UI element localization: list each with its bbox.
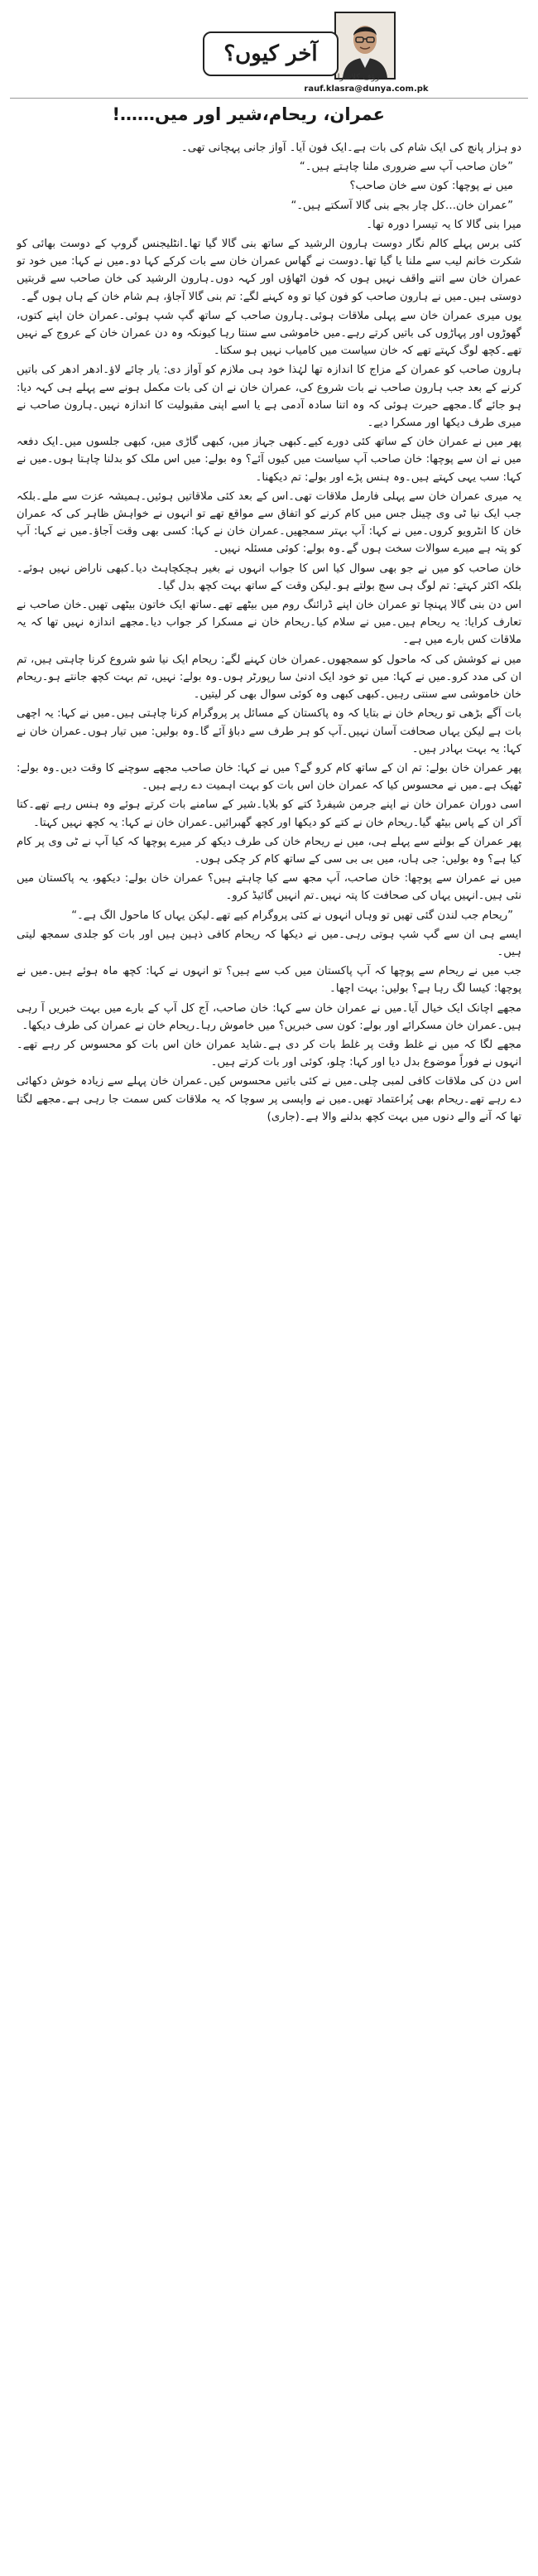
column-title: عمران، ریحام،شیر اور میں……! xyxy=(112,104,385,124)
paragraph-quote: ”ریحام جب لندن گئی تھیں تو وہاں انہوں نے کئی پروگرام کیے تھے۔لیکن یہاں کا ماحول الگ ہے۔“ xyxy=(71,909,513,922)
paragraph: جب میں نے ریحام سے پوچھا کہ آپ پاکستان میں کب سے ہیں؟ تو انہوں نے کہا: کچھ ماہ ہوئے ہیں۔میں نے پوچھا: کیسا لگ رہا ہے؟ بولیں: بہت اچھا۔ xyxy=(17,965,521,996)
paragraph: کئی برس پہلے کالم نگار دوست ہارون الرشید کے ساتھ بنی گالا گیا تھا۔انٹلیجنس گروپ کے دوست بھائی کو شکرت خانم لیب سے ملنا یا گیا تھا۔دوست نے گھاس عمران خان سے بات کرکے کہا دو۔میں نے کہا: میں خود تو عمران خان سے اتنے واقف نہیں ہوں کہ فون اٹھاؤں اور کہہ دوں۔ہارون الرشید کی خان صاحب سے قربتیں دوستی ہیں۔میں نے ہارون صاحب کو فون کیا تو وہ کہنے لگے: تم بنی گالا آجاؤ، ہم شام خان کے ہاں ہوں گے۔ xyxy=(17,238,521,303)
paragraph-quote: میں نے پوچھا: کون سے خان صاحب؟ xyxy=(349,180,513,193)
paragraph: اس دن کی ملاقات کافی لمبی چلی۔میں نے کئی باتیں محسوس کیں۔عمران خان پہلے سے زیادہ خوش دکھائی دے رہے تھے۔ریحام بھی پُراعتماد تھیں۔میں نے واپسی پر سوچا کہ یہ ملاقات کس سمت جا رہی ہے۔مجھے لگتا تھا کہ آنے والے دنوں میں بہت کچھ بدلنے والا ہے۔(جاری) xyxy=(17,1075,521,1123)
article-body xyxy=(17,139,521,2541)
column-brand-logo xyxy=(203,31,339,76)
paragraph: میں نے کوشش کی کہ ماحول کو سمجھوں۔عمران خان کہنے لگے: ریحام ایک نیا شو شروع کرنا چاہتی ہیں، تم ان کی مدد کرو۔میں نے کہا: میں تو خود ایک ادنیٰ سا رپورٹر ہوں۔وہ بولے: نہیں، تم بہت کچھ جانتے ہو۔ریحام خان خاموشی سے سنتی رہیں۔کبھی کبھی وہ کوئی سوال بھی کر لیتیں۔ xyxy=(17,653,521,702)
paragraph: پھر میں نے عمران خان کے ساتھ کئی دورے کیے۔کبھی جہاز میں، کبھی گاڑی میں، کبھی جلسوں میں۔ایک دفعہ میں نے ان سے پوچھا: خان صاحب آپ سیاست میں کیوں آئے؟ وہ بولے: میں اس ملک کو بدلنا چاہتا ہوں۔میں نے کہا: سب یہی کہتے ہیں۔وہ ہنس پڑے اور بولے: تم دیکھنا۔ xyxy=(17,436,521,484)
paragraph: اسی دوران عمران خان نے اپنے جرمن شیفرڈ کتے کو بلایا۔شیر کے سامنے بات کرتے ہوئے وہ ہنس رہے تھے۔کتا آکر ان کے پاس بیٹھ گیا۔ریحام خان نے کتے کو دیکھا اور کچھ گھبرائیں۔عمران خان نے کہا: یہ کچھ نہیں کہتا۔ xyxy=(17,798,521,829)
paragraph: یہ میری عمران خان سے پہلی فارمل ملاقات تھی۔اس کے بعد کئی ملاقاتیں ہوئیں۔ہمیشہ عزت سے ملے۔بلکہ جب ایک نیا ٹی وی چینل جس میں کام کرنے کو اتفاق سے مواقع تھے تو انہوں نے خواہش ظاہر کی کہ عمران خان کا انٹرویو کروں۔میں نے کہا: آپ بہتر سمجھیں۔عمران خان نے کہا: کسی بھی وقت آجاؤ۔میں نے کہا: آپ کو پتہ ہے میرے سوالات سخت ہوں گے۔وہ بولے: کوئی مسئلہ نہیں۔ xyxy=(17,490,521,556)
paragraph: پھر عمران کے بولنے سے پہلے ہی، میں نے ریحام خان کی طرف دیکھ کر میرے پوچھا کہ کیا آپ نے ٹی وی پر کام کیا ہے؟ وہ بولیں: جی ہاں، میں بی بی سی کے ساتھ کام کر چکی ہوں۔ xyxy=(17,835,521,866)
paragraph: میرا بنی گالا کا یہ تیسرا دورہ تھا۔ xyxy=(366,218,521,231)
paragraph: میں نے عمران سے پوچھا: خان صاحب، آپ مجھ سے کیا چاہتے ہیں؟ عمران خان بولے: دیکھو، یہ پاکستان میں نئی ہیں۔انہیں یہاں کی صحافت کا پتہ نہیں۔تم انہیں گائیڈ کرو۔ xyxy=(17,872,521,903)
paragraph: ہارون صاحب کو عمران کے مزاج کا اندازہ تھا لہٰذا خود ہی ملازم کو آواز دی: یار چائے لاؤ۔ادھر ادھر کی باتیں کرنے کے بعد جب ہارون صاحب نے بات شروع کی، عمران خان نے ان کی بات مکمل ہونے سے پہلے ہی کہہ دیا: ہو جائے گا۔مجھے حیرت ہوئی کہ وہ اتنا سادہ آدمی ہے یا اسے اپنی مقبولیت کا اندازہ نہیں۔ہارون صاحب نے میری طرف دیکھا اور مسکرا دیے۔ xyxy=(17,364,521,430)
column-header xyxy=(0,0,538,133)
paragraph: مجھے اچانک ایک خیال آیا۔میں نے عمران خان سے کہا: خان صاحب، آج کل آپ کے بارے میں بہت خبریں آ رہی ہیں۔عمران خان مسکرائے اور بولے: کون سی خبریں؟ میں خاموش رہا۔ریحام خان نے عمران کی طرف دیکھا۔ xyxy=(17,1001,521,1032)
paragraph-quote: ”عمران خان…کل چار بجے بنی گالا آسکتے ہیں۔“ xyxy=(291,199,513,212)
paragraph-quote: ”خان صاحب آپ سے ضروری ملنا چاہتے ہیں۔“ xyxy=(299,161,513,174)
paragraph: دو ہزار پانچ کی ایک شام کی بات ہے۔ایک فون آیا۔ آواز جانی پہچانی تھی۔ xyxy=(180,142,521,154)
paragraph: ایسے ہی ان سے گپ شپ ہوتی رہی۔میں نے دیکھا کہ ریحام کافی ذہین ہیں اور بات کو جلدی سمجھ لیتی ہیں۔ xyxy=(17,928,521,958)
paragraph: پھر عمران خان بولے: تم ان کے ساتھ کام کرو گے؟ میں نے کہا: خان صاحب مجھے سوچنے کا وقت دیں۔وہ بولے: ٹھیک ہے۔میں نے محسوس کیا کہ عمران خان اس بات کو بہت اہمیت دے رہے ہیں۔ xyxy=(17,761,521,793)
column-brand-text: آخر کیوں؟ xyxy=(223,41,318,66)
paragraph: اس دن بنی گالا پہنچا تو عمران خان اپنے ڈرائنگ روم میں بیٹھے تھے۔ساتھ ایک خاتون بیٹھی تھیں۔خان صاحب نے تعارف کرایا: یہ ریحام ہیں۔میں نے سلام کیا۔ریحام خان نے مسکرا کر جواب دیا۔مجھے اندازہ نہیں تھا کہ یہ ملاقات کس بارے میں ہے۔ xyxy=(17,599,521,647)
paragraph: یوں میری عمران خان سے پہلی ملاقات ہوئی۔ہارون صاحب کے ساتھ گپ شپ ہوئی۔عمران خان اپنے کتوں، گھوڑوں اور پہاڑوں کی باتیں کرتے رہے۔میں خاموشی سے سنتا رہا کیونکہ وہ دن عمران خان کے عروج کے نہیں تھے۔کچھ لوگ کہتے تھے کہ خان سیاست میں کامیاب نہیں ہو سکتا۔ xyxy=(17,309,521,358)
paragraph: خان صاحب کو میں نے جو بھی سوال کیا اس کا جواب انہوں نے بغیر ہچکچاہٹ دیا۔کبھی ناراض نہیں ہوئے۔بلکہ اکثر کہتے: تم لوگ ہی سچ بولتے ہو۔لیکن وقت کے ساتھ بہت کچھ بدل گیا۔ xyxy=(17,562,521,592)
author-photo xyxy=(334,12,396,80)
paragraph: مجھے لگا کہ میں نے غلط وقت پر غلط بات کر دی ہے۔شاید عمران خان اس بات کو محسوس کر رہے تھے۔انہوں نے فوراً موضوع بدل دیا اور کہا: چلو، کوئی اور بات کرتے ہیں۔ xyxy=(17,1038,521,1069)
author-email[interactable]: rauf.klasra@dunya.com.pk xyxy=(304,84,429,94)
paragraph: بات آگے بڑھی تو ریحام خان نے بتایا کہ وہ پاکستان کے مسائل پر پروگرام کرنا چاہتی ہیں۔میں نے کہا: یہ اچھی بات ہے لیکن یہاں صحافت آسان نہیں۔آپ کو ہر طرف سے دباؤ آئے گا۔وہ بولیں: میں تیار ہوں۔عمران خان نے کہا: یہ بہت بہادر ہیں۔ xyxy=(17,707,521,755)
header-divider xyxy=(10,98,528,99)
author-portrait-icon xyxy=(336,13,394,78)
author-name: رؤف کلاسرا xyxy=(337,73,380,82)
